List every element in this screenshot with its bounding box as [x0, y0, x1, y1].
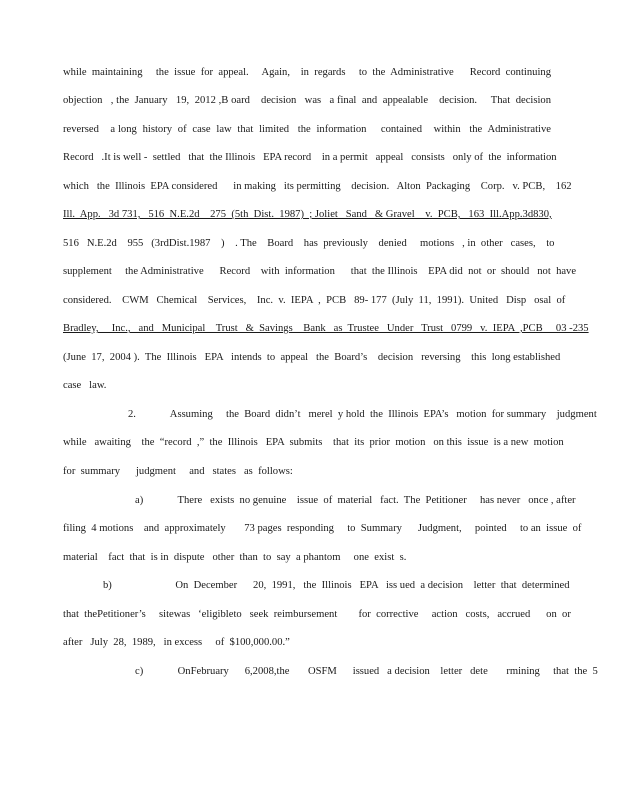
citation-line: Ill. App. 3d 731, 516 N.E.2d 275 (5th Dist. 1987) ; Joliet Sand & Gravel v. PCB, 163 Ill.App.3d830, [63, 209, 552, 220]
item-b: b) On December 20, 1991, the Illinois EPA iss ued a decision letter that determined [103, 580, 570, 591]
text-line: material fact that is in dispute other than to say a phantom one exist s. [63, 552, 407, 563]
text-line: Record .It is well - settled that the Illinois EPA record in a permit appeal consists only of the information [63, 152, 557, 163]
item-a: a) There exists no genuine issue of material fact. The Petitioner has never once , after [135, 495, 576, 506]
text-line: that thePetitioner’s sitewas ‘eligibleto seek reimbursement for corrective action costs, accrued on or [63, 609, 571, 620]
text-line: after July 28, 1989, in excess of $100,000.00.” [63, 637, 290, 648]
text-line: considered. CWM Chemical Services, Inc. v. IEPA , PCB 89- 177 (July 11, 1991). United Disp osal of [63, 295, 566, 306]
text-line: (June 17, 2004 ). The Illinois EPA intends to appeal the Board’s decision reversing this long established [63, 352, 561, 363]
text-line: case law. [63, 380, 107, 391]
text-line: reversed a long history of case law that limited the information contained within the Administrative [63, 124, 551, 135]
text-line: 516 N.E.2d 955 (3rdDist.1987 ) . The Board has previously denied motions , in other cases, to [63, 238, 555, 249]
text-line: while awaiting the “record ,” the Illinois EPA submits that its prior motion on this issue is a new motion [63, 437, 564, 448]
text-line: while maintaining the issue for appeal. Again, in regards to the Administrative Record continuing [63, 67, 551, 78]
text-line: supplement the Administrative Record with information that the Illinois EPA did not or should not have [63, 266, 577, 277]
text-line: objection , the January 19, 2012 ,B oard decision was a final and appealable decision. That decision [63, 95, 551, 106]
item-c: c) OnFebruary 6,2008,the OSFM issued a decision letter dete rmining that the 5 [135, 666, 598, 677]
citation-line: Bradley, Inc., and Municipal Trust & Savings Bank as Trustee Under Trust 0799 v. IEPA ,PCB 03 -235 [63, 323, 589, 334]
text-line: which the Illinois EPA considered in making its permitting decision. Alton Packaging Corp. v. PCB, 162 [63, 181, 572, 192]
text-line: for summary judgment and states as follows: [63, 466, 293, 477]
text-line: filing 4 motions and approximately 73 pages responding to Summary Judgment, pointed to an issue of [63, 523, 582, 534]
numbered-paragraph-2: 2. Assuming the Board didn’t merel y hold the Illinois EPA’s motion for summary judgment [128, 409, 597, 420]
